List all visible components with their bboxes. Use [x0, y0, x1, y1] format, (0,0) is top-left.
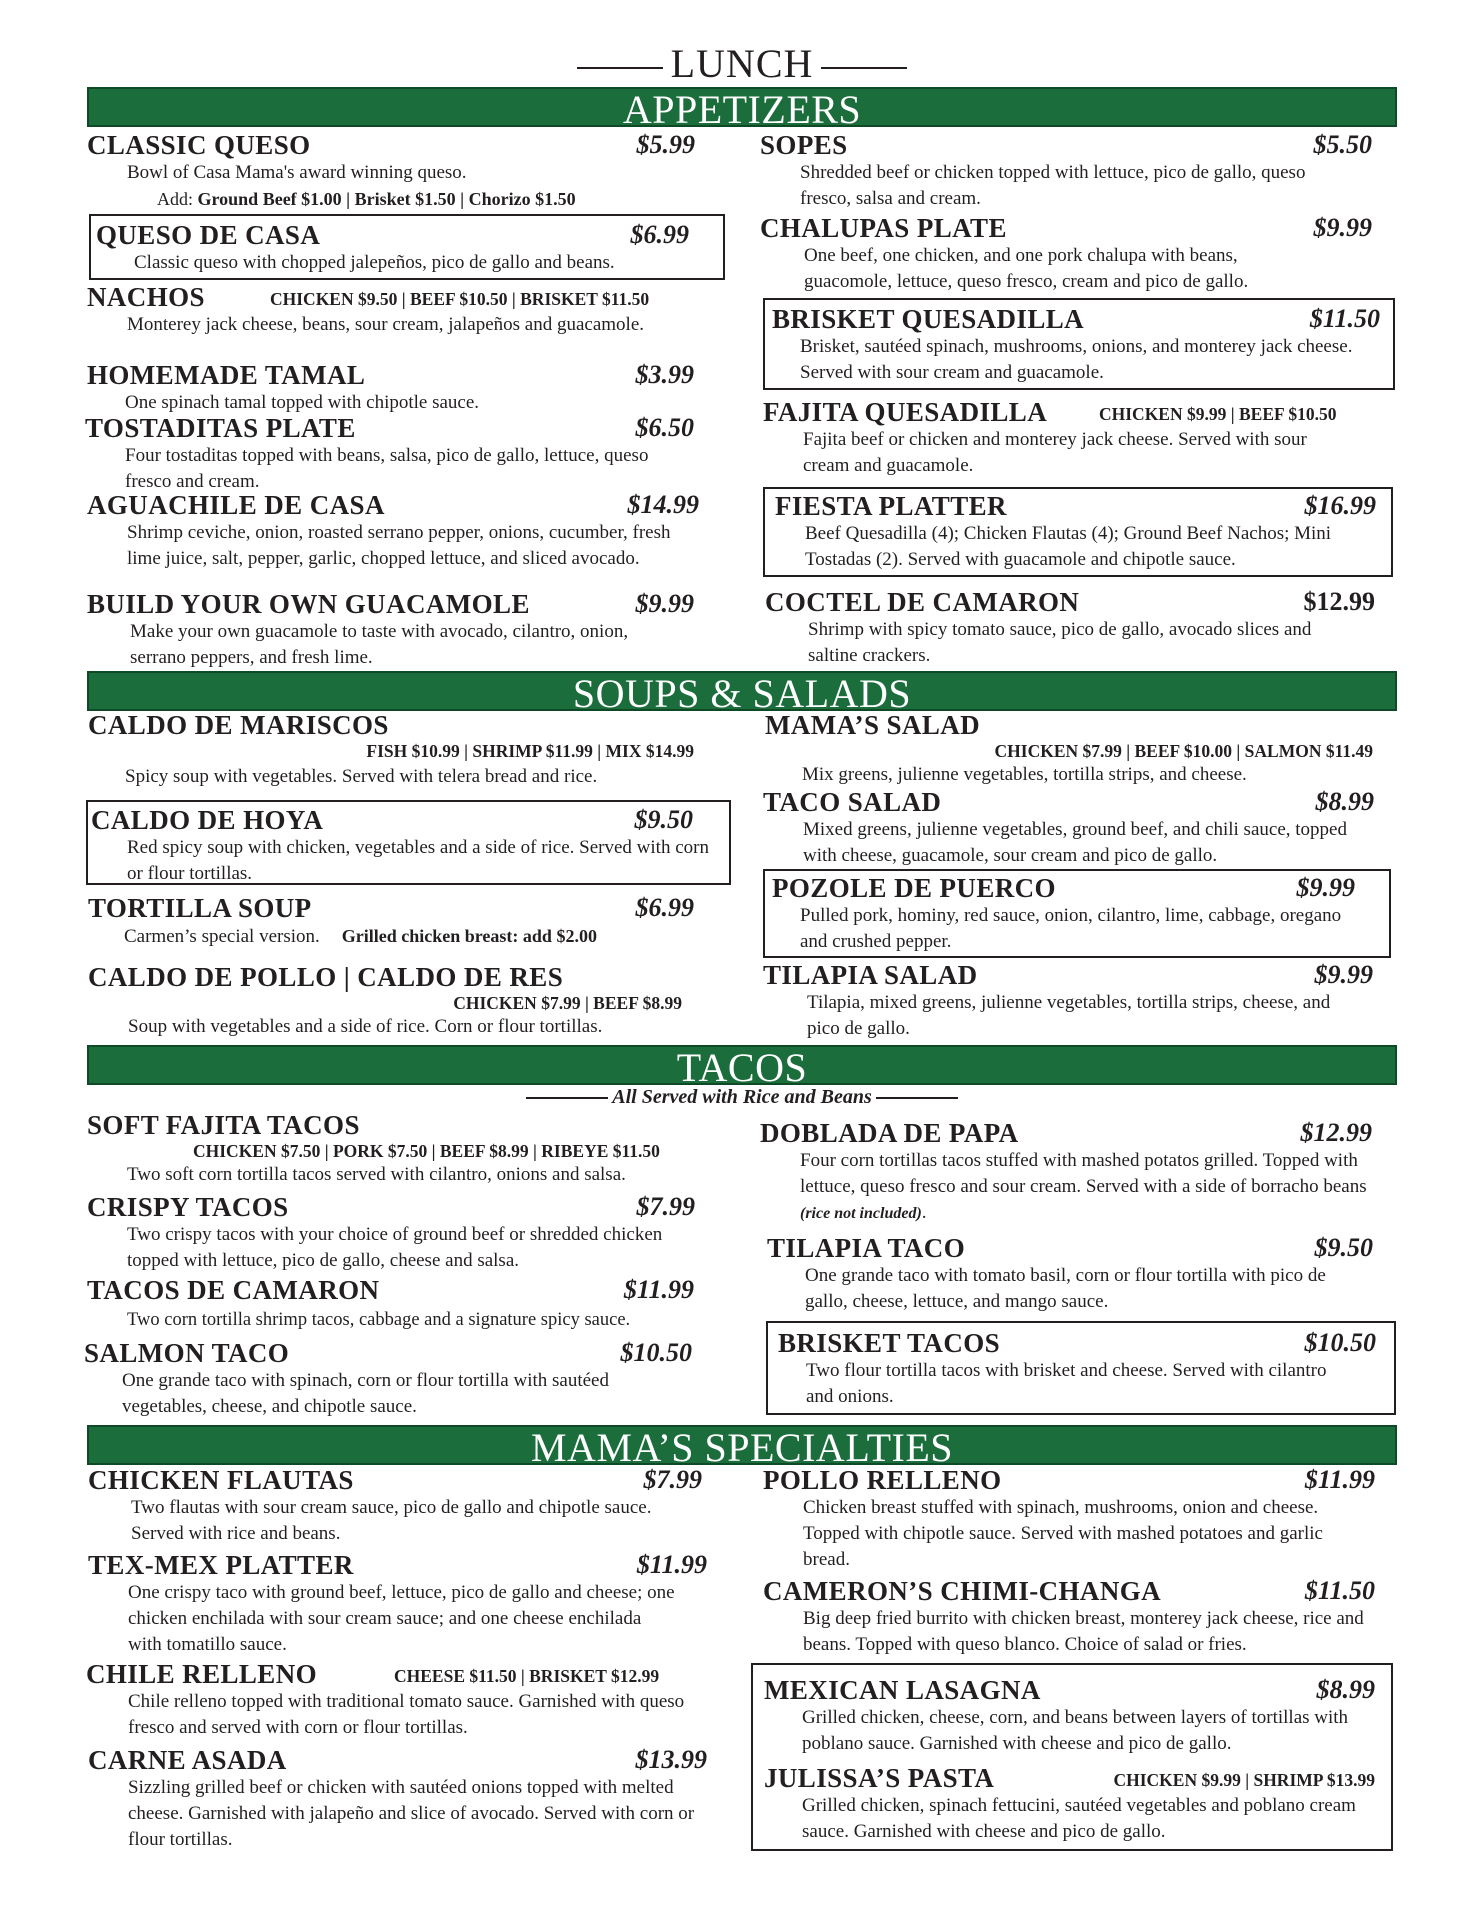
menu-item-sopes	[760, 130, 1372, 212]
item-price: $6.99	[635, 893, 694, 922]
title-rule-left	[577, 67, 663, 69]
item-name: COCTEL DE CAMARON	[765, 587, 1080, 617]
item-description: Carmen’s special version.	[124, 926, 320, 947]
section-header-tacos: TACOS	[87, 1045, 1397, 1085]
item-description: Brisket, sautéed spinach, mushrooms, onions, and monterey jack cheese. Served with sour cream and guacamole.	[800, 336, 1353, 383]
item-name: CHILE RELLENO	[86, 1659, 318, 1689]
item-name: MEXICAN LASAGNA	[764, 1675, 1041, 1705]
item-name: TOSTADITAS PLATE	[85, 413, 356, 443]
item-name: TACOS DE CAMARON	[87, 1275, 380, 1305]
item-options: FISH $10.99 | SHRIMP $11.99 | MIX $14.99	[366, 741, 694, 761]
item-description: Bowl of Casa Mama's award winning queso.	[127, 162, 467, 183]
item-price: $5.50	[1313, 130, 1372, 159]
item-price: $11.99	[1304, 1465, 1375, 1494]
item-name: TILAPIA SALAD	[763, 960, 978, 990]
menu-item-tacos-de-camaron	[87, 1275, 697, 1333]
item-description: Two soft corn tortilla tacos served with cilantro, onions and salsa.	[127, 1164, 626, 1185]
item-description: Make your own guacamole to taste with avocado, cilantro, onion, serrano peppers, and fresh lime.	[130, 621, 629, 668]
item-price: $16.99	[1304, 491, 1376, 520]
item-name: POZOLE DE PUERCO	[772, 873, 1056, 903]
item-price: $7.99	[636, 1192, 695, 1221]
item-description: Two corn tortilla shrimp tacos, cabbage and a signature spicy sauce.	[127, 1310, 631, 1330]
item-price: $6.50	[635, 413, 694, 442]
item-description: Chile relleno topped with traditional tomato sauce. Garnished with queso fresco and served with corn or flour tortillas.	[128, 1691, 685, 1738]
boxed-specials-group	[751, 1663, 1393, 1851]
menu-item-homemade-tamal	[87, 360, 694, 416]
item-description: Tilapia, mixed greens, julienne vegetables, tortilla strips, cheese, and pico de gallo.	[807, 992, 1331, 1039]
item-description: Beef Quesadilla (4); Chicken Flautas (4); Ground Beef Nachos; Mini Tostadas (2). Served with guacamole and chipotle sauce.	[805, 523, 1332, 570]
item-description: Monterey jack cheese, beans, sour cream, jalapeños and guacamole.	[127, 314, 644, 335]
item-description: Fajita beef or chicken and monterey jack cheese. Served with sour cream and guacamole.	[803, 429, 1307, 476]
menu-item-carne-asada	[88, 1745, 728, 1853]
menu-item-doblada-de-papa: DOBLADA DE PAPA $12.99 Four corn tortillas tacos stuffed with mashed potatos grilled. Topped with lettuce, queso fresco and sour cream. Served with a side of borracho beans (rice not included).	[760, 1118, 1372, 1223]
item-description: Two flour tortilla tacos with brisket and cheese. Served with cilantro and onions.	[806, 1360, 1327, 1407]
item-options: CHICKEN $9.99 | BEEF $10.50	[1099, 404, 1337, 424]
item-price: $11.50	[1309, 304, 1380, 333]
item-price: $12.99	[1300, 1118, 1372, 1147]
item-price: $3.99	[635, 360, 694, 389]
tacos-note: All Served with Rice and Beans	[87, 1085, 1397, 1109]
item-description: Two crispy tacos with your choice of ground beef or shredded chicken topped with lettuce, pico de gallo, cheese and salsa.	[127, 1224, 663, 1271]
menu-item-pollo-relleno	[763, 1465, 1375, 1573]
item-description: Classic queso with chopped jalepeños, pico de gallo and beans.	[134, 252, 615, 273]
menu-item-caldo-de-mariscos	[88, 710, 694, 790]
menu-item-taco-salad	[763, 787, 1374, 869]
item-name: SOFT FAJITA TACOS	[87, 1110, 360, 1140]
item-name: CHALUPAS PLATE	[760, 213, 1007, 243]
item-description: Grilled chicken, cheese, corn, and beans between layers of tortillas with poblano sauce. Garnished with cheese and pico de gallo.	[802, 1707, 1349, 1754]
item-options: CHICKEN $7.99 | BEEF $8.99	[453, 993, 682, 1013]
item-name: TEX-MEX PLATTER	[88, 1550, 354, 1580]
menu-item-mexican-lasagna	[764, 1675, 1375, 1757]
item-description: Shrimp ceviche, onion, roasted serrano pepper, onions, cucumber, fresh lime juice, salt, pepper, garlic, chopped lettuce, and sliced avocado.	[127, 522, 671, 569]
item-name: BRISKET TACOS	[778, 1328, 1001, 1358]
item-name: FAJITA QUESADILLA	[763, 397, 1048, 427]
item-name: SALMON TACO	[84, 1338, 290, 1368]
item-name: QUESO DE CASA	[96, 220, 321, 250]
item-note: (rice not included)	[800, 1205, 922, 1222]
item-description: Shredded beef or chicken topped with lettuce, pico de gallo, queso fresco, salsa and cream.	[800, 162, 1306, 209]
item-description: Shrimp with spicy tomato sauce, pico de gallo, avocado slices and saltine crackers.	[808, 619, 1312, 666]
item-name: CALDO DE POLLO | CALDO DE RES	[88, 962, 564, 992]
menu-item-soft-fajita-tacos	[87, 1110, 697, 1188]
menu-item-julissas-pasta	[764, 1763, 1375, 1845]
item-description: Mix greens, julienne vegetables, tortilla strips, and cheese.	[802, 764, 1247, 785]
item-price: $5.99	[636, 130, 695, 159]
page-title: LUNCH	[0, 42, 1484, 86]
item-name: CRISPY TACOS	[87, 1192, 289, 1222]
menu-item-classic-queso	[87, 130, 694, 212]
item-price: $7.99	[643, 1465, 702, 1494]
item-description: Sizzling grilled beef or chicken with sautéed onions topped with melted cheese. Garnished with jalapeño and slice of avocado. Served with corn or flour tortillas.	[128, 1777, 695, 1850]
item-price: $8.99	[1316, 1675, 1375, 1704]
menu-item-chile-relleno	[86, 1659, 721, 1741]
menu-item-chicken-flautas	[88, 1465, 702, 1547]
item-name: CHICKEN FLAUTAS	[88, 1465, 354, 1495]
item-name: CLASSIC QUESO	[87, 130, 311, 160]
menu-item-build-your-own-guacamole	[87, 589, 694, 671]
item-price: $9.99	[1296, 873, 1355, 902]
item-name: SOPES	[760, 130, 848, 160]
item-price: $9.99	[635, 589, 694, 618]
item-price: $11.99	[623, 1275, 694, 1304]
item-name: TILAPIA TACO	[767, 1233, 966, 1263]
add-options: Ground Beef $1.00 | Brisket $1.50 | Chorizo $1.50	[197, 189, 576, 209]
item-options: CHICKEN $7.50 | PORK $7.50 | BEEF $8.99 | RIBEYE $11.50	[193, 1141, 660, 1161]
item-description: Big deep fried burrito with chicken breast, monterey jack cheese, rice and beans. Topped with queso blanco. Choice of salad or fries.	[803, 1608, 1364, 1655]
item-price: $9.99	[1313, 213, 1372, 242]
item-description: Four tostaditas topped with beans, salsa, pico de gallo, lettuce, queso fresco and cream.	[125, 445, 649, 492]
item-description: Red spicy soup with chicken, vegetables and a side of rice. Served with corn or flour tortillas.	[127, 837, 709, 884]
menu-item-fajita-quesadilla	[763, 397, 1378, 479]
item-price: $8.99	[1315, 787, 1374, 816]
menu-item-tex-mex-platter	[88, 1550, 707, 1658]
item-description: Grilled chicken, spinach fettucini, sautéed vegetables and poblano cream sauce. Garnished with cheese and pico de gallo.	[802, 1795, 1356, 1842]
item-price: $10.50	[1304, 1328, 1376, 1357]
menu-item-mamas-salad	[765, 710, 1373, 788]
item-name: NACHOS	[87, 282, 205, 312]
item-options: CHEESE $11.50 | BRISKET $12.99	[394, 1666, 660, 1686]
item-description: Spicy soup with vegetables. Served with telera bread and rice.	[125, 766, 598, 787]
item-description: One spinach tamal topped with chipotle sauce.	[125, 392, 480, 413]
menu-item-tostaditas-plate	[85, 413, 694, 495]
item-name: BUILD YOUR OWN GUACAMOLE	[87, 589, 530, 619]
menu-item-pozole-de-puerco	[763, 869, 1391, 958]
item-price: $11.50	[1304, 1576, 1375, 1605]
menu-item-aguachile	[87, 490, 699, 572]
title-rule-right	[821, 67, 907, 69]
menu-item-coctel-de-camaron	[765, 587, 1375, 669]
item-price: $9.99	[1314, 960, 1373, 989]
section-header-soups-salads: SOUPS & SALADS	[87, 671, 1397, 711]
note-rule-right	[876, 1097, 958, 1099]
item-name: JULISSA’S PASTA	[764, 1763, 995, 1793]
item-name: MAMA’S SALAD	[765, 710, 981, 740]
item-price: $13.99	[635, 1745, 707, 1774]
item-price: $10.50	[620, 1338, 692, 1367]
item-options: CHICKEN $7.99 | BEEF $10.00 | SALMON $11.49	[994, 741, 1373, 761]
menu-item-caldo-de-pollo-res	[88, 962, 694, 1040]
menu-item-queso-de-casa	[89, 214, 725, 280]
item-name: POLLO RELLENO	[763, 1465, 1002, 1495]
item-price: $6.99	[630, 220, 689, 249]
item-price: $9.50	[1314, 1233, 1373, 1262]
item-description: One grande taco with tomato basil, corn or flour tortilla with pico de gallo, cheese, lettuce, and mango sauce.	[805, 1265, 1326, 1312]
item-name: FIESTA PLATTER	[775, 491, 1007, 521]
item-name: AGUACHILE DE CASA	[87, 490, 385, 520]
section-header-specialties: MAMA’S SPECIALTIES	[87, 1425, 1397, 1465]
menu-item-crispy-tacos	[87, 1192, 695, 1274]
item-description: Two flautas with sour cream sauce, pico de gallo and chipotle sauce. Served with rice and beans.	[131, 1497, 652, 1544]
add-option: Grilled chicken breast: add $2.00	[341, 926, 597, 946]
item-name: CALDO DE MARISCOS	[88, 710, 389, 740]
menu-item-brisket-quesadilla	[763, 298, 1395, 390]
item-name: TORTILLA SOUP	[88, 893, 312, 923]
item-options: CHICKEN $9.50 | BEEF $10.50 | BRISKET $11.50	[270, 289, 650, 309]
item-price: $14.99	[627, 490, 699, 519]
menu-item-chalupas-plate	[760, 213, 1372, 295]
item-name: TACO SALAD	[763, 787, 942, 817]
item-name: HOMEMADE TAMAL	[87, 360, 366, 390]
menu-item-chimi-changa	[763, 1576, 1375, 1658]
item-price: $9.50	[634, 805, 693, 834]
item-description: Chicken breast stuffed with spinach, mushrooms, onion and cheese. Topped with chipotle sauce. Served with mashed potatoes and garlic bread.	[803, 1497, 1323, 1570]
item-name: DOBLADA DE PAPA	[760, 1118, 1019, 1148]
item-description: One grande taco with spinach, corn or flour tortilla with sautéed vegetables, cheese, and chipotle sauce.	[122, 1370, 609, 1417]
menu-item-caldo-de-hoya	[86, 800, 731, 885]
menu-item-salmon-taco	[84, 1338, 692, 1420]
note-rule-left	[526, 1097, 608, 1099]
menu-item-tilapia-salad	[763, 960, 1373, 1042]
item-description: Mixed greens, julienne vegetables, ground beef, and chili sauce, topped with cheese, guacamole, sour cream and pico de gallo.	[803, 819, 1347, 866]
section-header-appetizers: APPETIZERS	[87, 87, 1397, 127]
item-description: Soup with vegetables and a side of rice. Corn or flour tortillas.	[128, 1016, 603, 1037]
menu-item-brisket-tacos	[766, 1321, 1396, 1415]
item-description: One crispy taco with ground beef, lettuce, pico de gallo and cheese; one chicken enchilada with sour cream sauce; and one cheese enchilada with tomatillo sauce.	[128, 1582, 675, 1655]
item-description: Pulled pork, hominy, red sauce, onion, cilantro, lime, cabbage, oregano and crushed pepper.	[800, 905, 1342, 952]
item-description: One beef, one chicken, and one pork chalupa with beans, guacomole, lettuce, queso fresco, cream and pico de gallo.	[804, 245, 1249, 292]
menu-item-tortilla-soup	[88, 893, 694, 950]
item-name: BRISKET QUESADILLA	[772, 304, 1085, 334]
item-price: $12.99	[1303, 587, 1375, 616]
item-name: CAMERON’S CHIMI-CHANGA	[763, 1576, 1162, 1606]
menu-item-tilapia-taco	[767, 1233, 1373, 1315]
item-name: CALDO DE HOYA	[91, 805, 324, 835]
menu-item-nachos	[87, 282, 697, 338]
add-label: Add:	[157, 189, 193, 209]
item-price: $11.99	[636, 1550, 707, 1579]
item-description: Four corn tortillas tacos stuffed with mashed potatos grilled. Topped with lettuce, queso fresco and sour cream. Served with a side of borracho beans	[800, 1150, 1367, 1197]
item-name: CARNE ASADA	[88, 1745, 287, 1775]
item-options: CHICKEN $9.99 | SHRIMP $13.99	[1113, 1770, 1375, 1790]
menu-item-fiesta-platter	[763, 487, 1393, 577]
